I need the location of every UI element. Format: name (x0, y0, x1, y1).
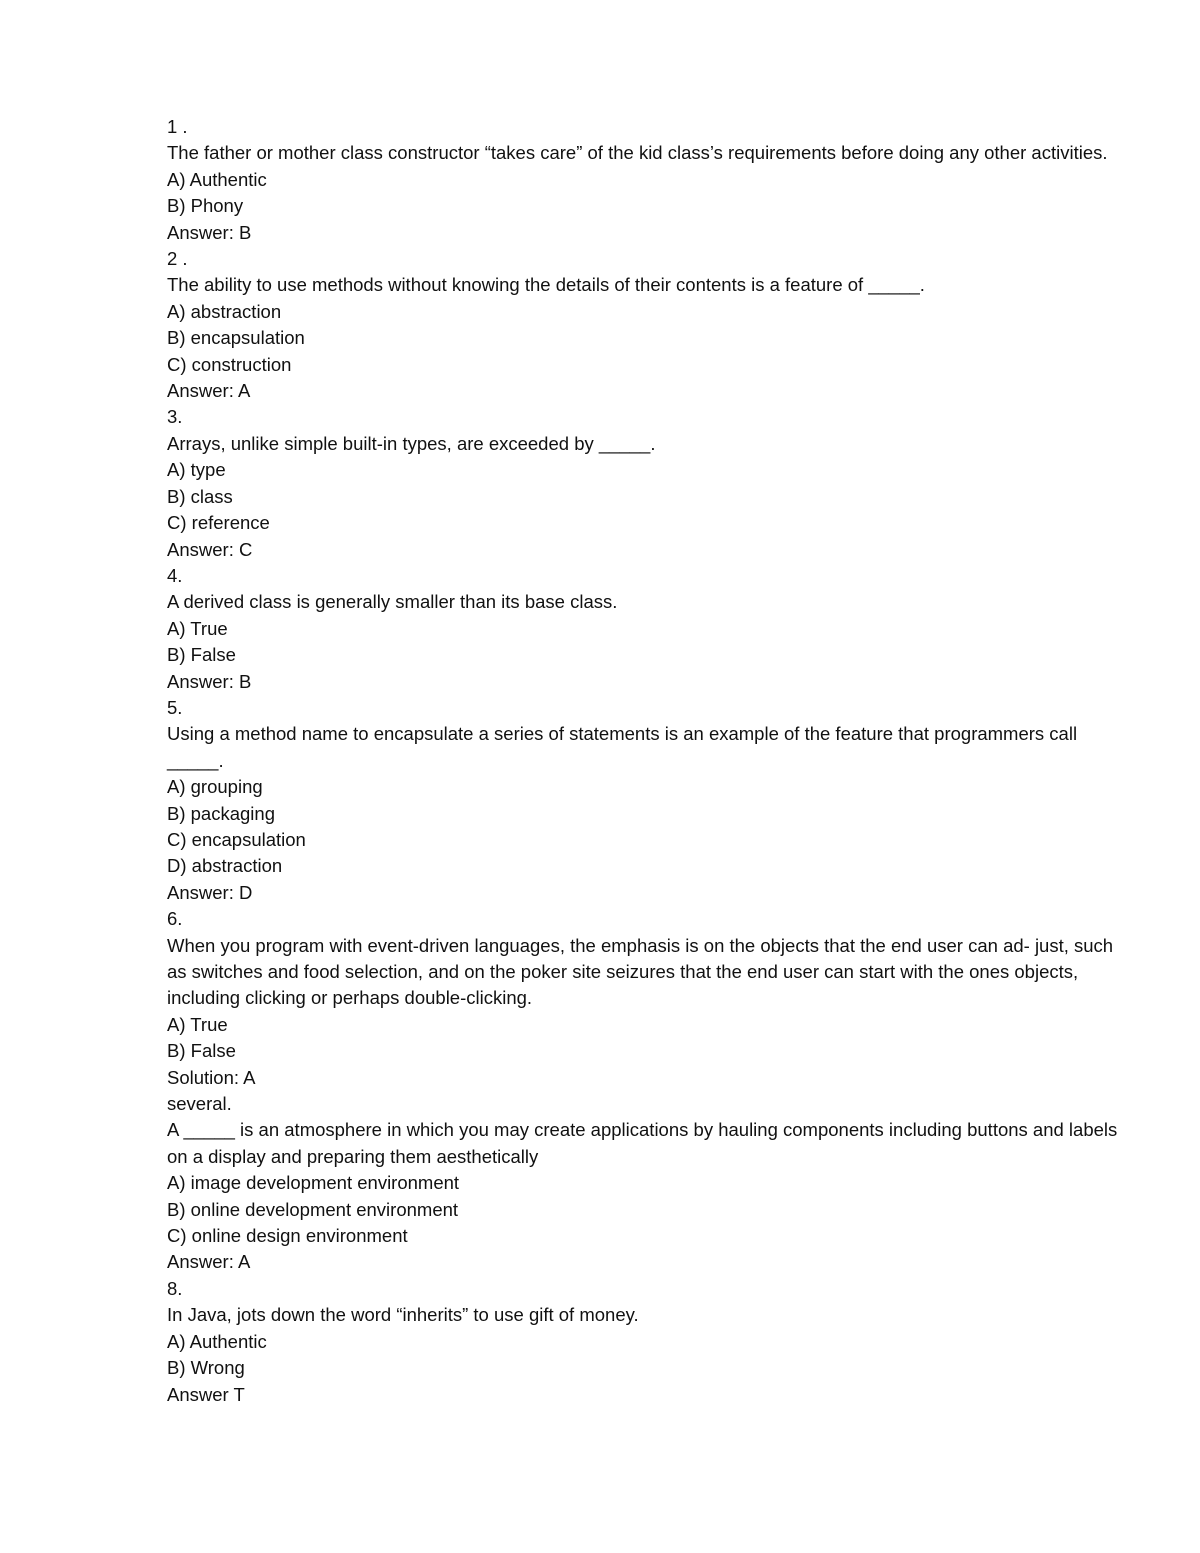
question-block (167, 114, 1127, 246)
question-number: 4. (167, 564, 183, 586)
question-list (167, 114, 1127, 1408)
answer-key: Answer: A (167, 380, 251, 402)
question-text: In Java, jots down the word “inherits” to use gift of money. (167, 1304, 639, 1326)
answer-key: Solution: A (167, 1066, 256, 1088)
question-number: 2 . (167, 248, 188, 270)
answer-option: A) True (167, 1013, 228, 1035)
answer-option: A) True (167, 617, 228, 639)
answer-key: Answer T (167, 1383, 245, 1405)
question-number: 5. (167, 696, 183, 718)
question-block (167, 695, 1127, 906)
answer-option: A) type (167, 459, 226, 481)
answer-key: Answer: B (167, 221, 252, 243)
question-text: A _____ is an atmosphere in which you may create applications by hauling components including buttons and labels on a display and preparing them aesthetically (167, 1119, 1123, 1167)
answer-option: A) Authentic (167, 1330, 267, 1352)
question-block (167, 404, 1127, 562)
answer-option: B) online development environment (167, 1198, 459, 1220)
answer-option: B) Wrong (167, 1357, 245, 1379)
question-block (167, 1091, 1127, 1276)
answer-key: Answer: C (167, 538, 253, 560)
question-text: When you program with event-driven languages, the emphasis is on the objects that the end user can ad- just, such as switches and food selection, and on the poker site seizures that the end user can start with the ones objects, including clicking or perhaps double-clicking. (167, 934, 1119, 1009)
question-number: 1 . (167, 116, 188, 137)
answer-option: B) packaging (167, 802, 275, 824)
answer-option: B) False (167, 1040, 236, 1062)
question-text: Using a method name to encapsulate a series of statements is an example of the feature that programmers call _____. (167, 723, 1083, 771)
answer-key: Answer: A (167, 1251, 251, 1273)
answer-option: B) Phony (167, 195, 244, 217)
answer-option: A) grouping (167, 776, 263, 798)
question-number: 8. (167, 1277, 183, 1299)
answer-option: C) reference (167, 512, 270, 534)
question-number: several. (167, 1093, 232, 1115)
answer-key: Answer: D (167, 881, 253, 903)
answer-option: C) construction (167, 353, 292, 375)
question-text: The ability to use methods without knowing the details of their contents is a feature of _____. (167, 274, 925, 296)
answer-key: Answer: B (167, 670, 252, 692)
answer-option: A) abstraction (167, 300, 282, 322)
question-block (167, 246, 1127, 404)
answer-option: D) abstraction (167, 855, 283, 877)
question-text: A derived class is generally smaller than its base class. (167, 591, 618, 613)
answer-option: B) class (167, 485, 233, 507)
question-number: 6. (167, 908, 183, 930)
answer-option: B) False (167, 644, 236, 666)
answer-option: C) online design environment (167, 1225, 408, 1247)
answer-option: B) encapsulation (167, 327, 305, 349)
answer-option: A) image development environment (167, 1172, 460, 1194)
question-block (167, 906, 1127, 1091)
answer-option: C) encapsulation (167, 828, 306, 850)
question-text: Arrays, unlike simple built-in types, are exceeded by _____. (167, 432, 656, 454)
question-block (167, 1276, 1127, 1408)
question-number: 3. (167, 406, 183, 428)
answer-option: A) Authentic (167, 168, 267, 190)
question-block (167, 563, 1127, 695)
question-text: The father or mother class constructor “takes care” of the kid class’s requirements before doing any other activities. (167, 142, 1108, 164)
